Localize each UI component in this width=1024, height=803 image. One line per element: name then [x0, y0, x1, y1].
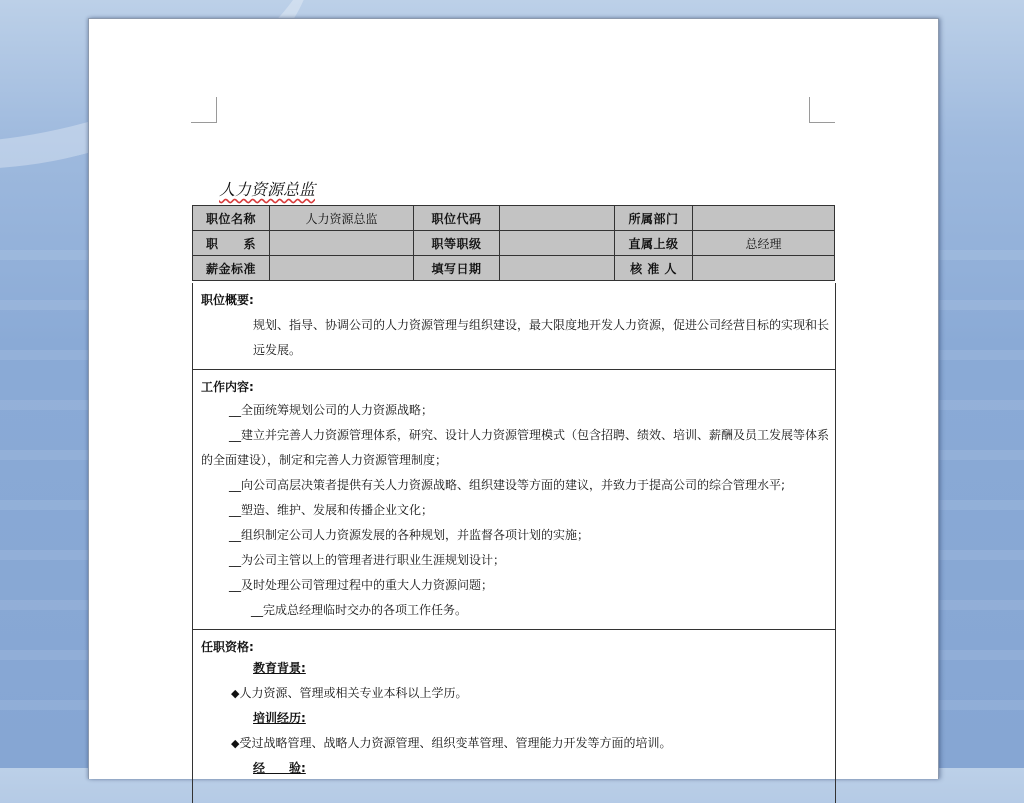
qualifications-heading: 任职资格:	[201, 640, 254, 654]
training-heading: 培训经历:	[253, 711, 306, 725]
cell-approver-value[interactable]	[693, 256, 835, 281]
position-info-table	[192, 205, 835, 281]
summary-text: 规划、指导、协调公司的人力资源管理与组织建设，最大限度地开发人力资源，促进公司经营目标的实现和长远发展。	[253, 318, 830, 357]
duty-item: __组织制定公司人力资源发展的各种规划，并监督各项计划的实施；	[229, 528, 590, 542]
duties-heading: 工作内容:	[201, 380, 254, 394]
cell-supervisor-label: 直属上级	[615, 231, 693, 256]
cell-job-family-label: 职 系	[193, 231, 270, 256]
education-item-text: 人力资源、管理或相关专业本科以上学历。	[239, 686, 468, 700]
cell-position-name-value[interactable]: 人力资源总监	[270, 206, 414, 231]
duty-item: __向公司高层决策者提供有关人力资源战略、组织建设等方面的建议，并致力于提高公司的综合管理水平;	[229, 478, 786, 492]
cell-salary-label: 薪金标准	[193, 256, 270, 281]
diamond-bullet-icon: ◆	[231, 737, 240, 750]
training-item-text: 受过战略管理、战略人力资源管理、组织变革管理、管理能力开发等方面的培训。	[239, 736, 672, 750]
cell-job-family-value[interactable]	[270, 231, 414, 256]
cell-approver-label: 核 准 人	[615, 256, 693, 281]
cell-position-code-value[interactable]	[500, 206, 615, 231]
margin-corner-top-right	[809, 97, 835, 123]
cell-salary-value[interactable]	[270, 256, 414, 281]
duty-item: __及时处理公司管理过程中的重大人力资源问题；	[229, 578, 494, 592]
section-duties	[193, 370, 835, 630]
cell-supervisor-value[interactable]: 总经理	[693, 231, 835, 256]
duty-item: __完成总经理临时交办的各项工作任务。	[251, 603, 468, 617]
education-item	[193, 681, 835, 706]
duty-item: __塑造、维护、发展和传播企业文化；	[229, 503, 434, 517]
duty-item: __建立并完善人力资源管理体系，研究、设计人力资源管理模式（包含招聘、绩效、培训、薪酬及员工发展等体系的全面建设），制定和完善人力资源管理制度；	[201, 428, 830, 467]
document-page[interactable]	[88, 18, 939, 779]
training-item	[193, 731, 835, 756]
cell-grade-label: 职等职级	[414, 231, 500, 256]
cell-position-code-label: 职位代码	[414, 206, 500, 231]
section-qualifications	[193, 630, 835, 781]
info-row-2	[193, 231, 835, 256]
summary-heading: 职位概要:	[201, 293, 254, 307]
document-title: 人力资源总监	[219, 180, 316, 199]
cell-position-name-label: 职位名称	[193, 206, 270, 231]
cell-department-label: 所属部门	[615, 206, 693, 231]
duty-item: __全面统筹规划公司的人力资源战略；	[229, 403, 434, 417]
job-description-sections	[192, 283, 836, 803]
cell-fill-date-value[interactable]	[500, 256, 615, 281]
education-heading: 教育背景:	[253, 661, 306, 675]
cell-fill-date-label: 填写日期	[414, 256, 500, 281]
duty-item: __为公司主管以上的管理者进行职业生涯规划设计；	[229, 553, 506, 567]
margin-corner-top-left	[191, 97, 217, 123]
cell-grade-value[interactable]	[500, 231, 615, 256]
info-row-1	[193, 206, 835, 231]
cell-department-value[interactable]	[693, 206, 835, 231]
experience-heading: 经 验:	[253, 761, 306, 775]
diamond-bullet-icon: ◆	[231, 687, 240, 700]
duties-list	[193, 396, 835, 629]
section-summary	[193, 283, 835, 370]
info-row-3	[193, 256, 835, 281]
